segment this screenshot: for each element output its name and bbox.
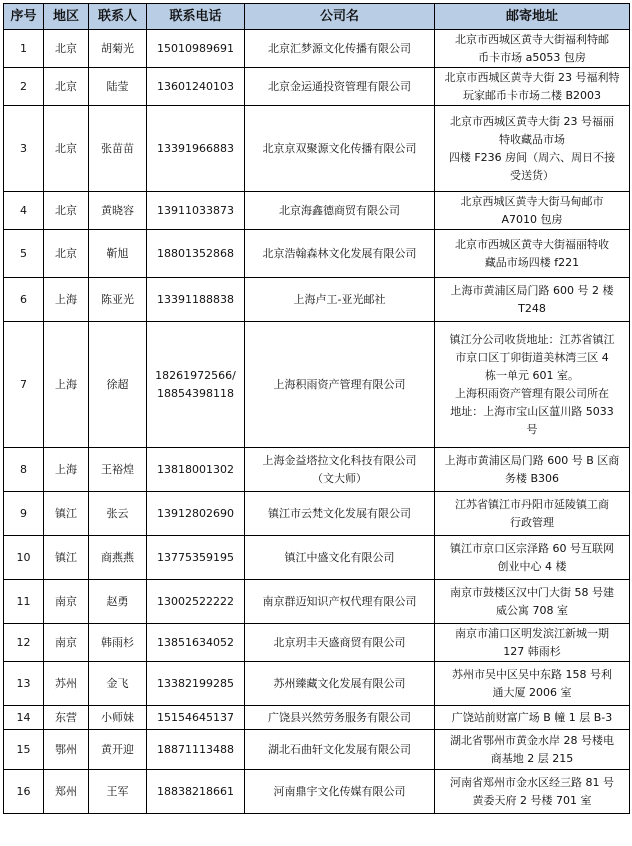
table-row xyxy=(4,706,630,730)
cell-phone xyxy=(147,30,245,68)
cell-company xyxy=(245,448,435,492)
cell-phone xyxy=(147,448,245,492)
cell-address xyxy=(435,106,630,192)
cell-no: 3 xyxy=(4,106,44,192)
cell-phone xyxy=(147,492,245,536)
cell-company xyxy=(245,624,435,662)
table-row xyxy=(4,730,630,770)
cell-phone-line: 13391188838 xyxy=(157,292,234,306)
header-phone: 联系电话 xyxy=(147,4,245,30)
cell-contact: 王裕煌 xyxy=(89,448,147,492)
cell-company-line: 上海金益塔拉文化科技有限公司 xyxy=(262,453,417,467)
cell-address xyxy=(435,770,630,814)
table-row xyxy=(4,106,630,192)
cell-address-line: 北京市西城区黄寺大街 23 号福利特 xyxy=(444,70,620,84)
cell-address-line: 南京市浦口区明发滨江新城一期 xyxy=(455,626,609,640)
cell-phone xyxy=(147,730,245,770)
cell-phone xyxy=(147,322,245,448)
cell-phone-line: 18838218661 xyxy=(157,784,234,798)
cell-address-line: 湖北省鄂州市黄金水岸 28 号楼电 xyxy=(450,733,614,747)
cell-company-line: 广饶县兴然劳务服务有限公司 xyxy=(268,710,411,724)
cell-phone xyxy=(147,770,245,814)
table-row xyxy=(4,580,630,624)
header-row xyxy=(4,4,630,30)
cell-phone xyxy=(147,230,245,278)
cell-phone-line: 13775359195 xyxy=(157,550,234,564)
cell-no: 6 xyxy=(4,278,44,322)
cell-address xyxy=(435,448,630,492)
cell-region: 郑州 xyxy=(44,770,89,814)
header-company: 公司名 xyxy=(245,4,435,30)
table-row xyxy=(4,322,630,448)
cell-company-line: （文大师） xyxy=(312,471,367,485)
cell-phone-line: 13601240103 xyxy=(157,79,234,93)
cell-company-line: 北京京双聚源文化传播有限公司 xyxy=(262,141,417,155)
cell-company-line: 镇江市云梵文化发展有限公司 xyxy=(268,506,411,520)
cell-phone xyxy=(147,106,245,192)
cell-address-line: 藏品市场四楼 f221 xyxy=(484,255,580,269)
cell-company xyxy=(245,230,435,278)
cell-company-line: 湖北石曲轩文化发展有限公司 xyxy=(268,742,411,756)
cell-contact: 徐超 xyxy=(89,322,147,448)
cell-company-line: 北京浩翰森林文化发展有限公司 xyxy=(262,246,417,260)
cell-phone xyxy=(147,580,245,624)
cell-company-line: 上海卢工-亚光邮社 xyxy=(293,292,386,306)
cell-address-line: 务楼 B306 xyxy=(504,471,560,485)
cell-company-line: 北京汇梦源文化传播有限公司 xyxy=(268,41,411,55)
cell-address-line: 河南省郑州市金水区经三路 81 号 xyxy=(450,775,614,789)
cell-company xyxy=(245,278,435,322)
cell-contact: 韩雨杉 xyxy=(89,624,147,662)
cell-contact: 小师妹 xyxy=(89,706,147,730)
cell-contact: 黄开迎 xyxy=(89,730,147,770)
cell-phone xyxy=(147,68,245,106)
cell-address-line: 镇江市京口区宗泽路 60 号互联网 xyxy=(450,541,614,555)
cell-phone-line: 13382199285 xyxy=(157,676,234,690)
cell-no: 16 xyxy=(4,770,44,814)
table-row xyxy=(4,448,630,492)
cell-address-line: 上海积雨资产管理有限公司所在 xyxy=(455,386,609,400)
cell-company xyxy=(245,730,435,770)
cell-address-line: 北京西城区黄寺大街马甸邮市 xyxy=(460,194,604,208)
cell-region: 上海 xyxy=(44,448,89,492)
table-row xyxy=(4,662,630,706)
cell-address-line: 商基地 2 层 215 xyxy=(490,751,574,765)
cell-no: 4 xyxy=(4,192,44,230)
table-row xyxy=(4,68,630,106)
cell-no: 7 xyxy=(4,322,44,448)
cell-region: 北京 xyxy=(44,230,89,278)
cell-contact: 王军 xyxy=(89,770,147,814)
cell-company-line: 镇江中盛文化有限公司 xyxy=(284,550,395,564)
cell-address-line: 广饶站前财富广场 B 幢 1 层 B-3 xyxy=(451,710,613,724)
cell-address-line: 北京市西城区黄寺大街福丽特收 xyxy=(455,237,609,251)
cell-address xyxy=(435,624,630,662)
cell-company-line: 苏州臻藏文化发展有限公司 xyxy=(273,676,406,690)
cell-no: 14 xyxy=(4,706,44,730)
cell-address-line: 四楼 F236 房间（周六、周日不接 xyxy=(448,150,616,164)
cell-phone xyxy=(147,624,245,662)
contact-table xyxy=(3,3,630,814)
cell-phone-line: 18854398118 xyxy=(157,386,234,400)
cell-address xyxy=(435,230,630,278)
cell-address xyxy=(435,278,630,322)
cell-no: 8 xyxy=(4,448,44,492)
cell-company xyxy=(245,30,435,68)
cell-phone-line: 13002522222 xyxy=(157,594,234,608)
cell-company-line: 南京群迈知识产权代理有限公司 xyxy=(262,594,417,608)
cell-company xyxy=(245,706,435,730)
cell-company xyxy=(245,770,435,814)
cell-address-line: 上海市黄浦区局门路 600 号 2 楼 xyxy=(450,283,614,297)
cell-contact: 胡菊光 xyxy=(89,30,147,68)
cell-phone xyxy=(147,192,245,230)
cell-address xyxy=(435,580,630,624)
cell-address-line: A7010 包房 xyxy=(501,212,563,226)
cell-company-line: 北京金运通投资管理有限公司 xyxy=(268,79,411,93)
cell-no: 11 xyxy=(4,580,44,624)
cell-address xyxy=(435,662,630,706)
table-row xyxy=(4,536,630,580)
cell-address-line: 黄委天府 2 号楼 701 室 xyxy=(472,793,592,807)
cell-address-line: 南京市鼓楼区汉中门大街 58 号建 xyxy=(450,585,614,599)
cell-company-line: 北京玥丰天盛商贸有限公司 xyxy=(273,635,406,649)
cell-company-line: 上海积雨资产管理有限公司 xyxy=(273,377,406,391)
cell-company xyxy=(245,536,435,580)
cell-address xyxy=(435,30,630,68)
cell-phone-line: 15010989691 xyxy=(157,41,234,55)
cell-no: 10 xyxy=(4,536,44,580)
cell-company xyxy=(245,492,435,536)
cell-address-line: 市京口区丁卯街道美林湾三区 4 xyxy=(455,350,609,364)
cell-company xyxy=(245,662,435,706)
cell-no: 2 xyxy=(4,68,44,106)
table-row xyxy=(4,278,630,322)
cell-address xyxy=(435,730,630,770)
cell-region: 南京 xyxy=(44,624,89,662)
cell-contact: 黄晓容 xyxy=(89,192,147,230)
cell-phone-line: 18801352868 xyxy=(157,246,234,260)
cell-address-line: 镇江分公司收货地址：江苏省镇江 xyxy=(449,332,615,346)
table-row xyxy=(4,192,630,230)
cell-address-line: 127 韩雨杉 xyxy=(503,644,561,658)
cell-company xyxy=(245,580,435,624)
cell-region: 北京 xyxy=(44,192,89,230)
cell-no: 13 xyxy=(4,662,44,706)
cell-address xyxy=(435,706,630,730)
cell-no: 12 xyxy=(4,624,44,662)
cell-phone-line: 18261972566/ xyxy=(155,368,236,382)
table-body xyxy=(4,30,630,814)
cell-region: 镇江 xyxy=(44,492,89,536)
cell-address-line: 北京市西城区黄寺大街福利特邮 xyxy=(455,32,609,46)
table-row xyxy=(4,492,630,536)
table-row xyxy=(4,624,630,662)
header-contact: 联系人 xyxy=(89,4,147,30)
cell-address-line: 北京市西城区黄寺大街 23 号福丽 xyxy=(450,114,614,128)
cell-address xyxy=(435,192,630,230)
cell-region: 镇江 xyxy=(44,536,89,580)
cell-address xyxy=(435,536,630,580)
cell-address-line: 创业中心 4 楼 xyxy=(497,559,567,573)
cell-address-line: 受送货） xyxy=(510,168,554,182)
header-address: 邮寄地址 xyxy=(435,4,630,30)
cell-company xyxy=(245,192,435,230)
cell-phone xyxy=(147,662,245,706)
cell-phone-line: 13818001302 xyxy=(157,462,234,476)
cell-address-line: 通大厦 2006 室 xyxy=(492,685,572,699)
cell-address-line: 上海市黄浦区局门路 600 号 B 区商 xyxy=(444,453,620,467)
cell-phone-line: 15154645137 xyxy=(157,710,234,724)
cell-phone-line: 13391966883 xyxy=(157,141,234,155)
table-row xyxy=(4,30,630,68)
cell-contact: 陈亚光 xyxy=(89,278,147,322)
cell-phone xyxy=(147,536,245,580)
cell-address-line: 号 xyxy=(526,422,538,436)
header-region: 地区 xyxy=(44,4,89,30)
cell-address-line: 威公寓 708 室 xyxy=(496,603,568,617)
cell-contact: 赵勇 xyxy=(89,580,147,624)
cell-phone-line: 18871113488 xyxy=(157,742,234,756)
cell-company-line: 河南鼎宇文化传媒有限公司 xyxy=(273,784,406,798)
cell-address-line: 地址：上海市宝山区蕰川路 5033 xyxy=(450,404,614,418)
cell-region: 鄂州 xyxy=(44,730,89,770)
cell-address xyxy=(435,68,630,106)
cell-phone-line: 13851634052 xyxy=(157,635,234,649)
cell-address-line: 行政管理 xyxy=(510,515,554,529)
table-row xyxy=(4,770,630,814)
cell-region: 北京 xyxy=(44,68,89,106)
cell-region: 上海 xyxy=(44,322,89,448)
cell-phone xyxy=(147,278,245,322)
cell-address-line: 币卡市场 a5053 包房 xyxy=(478,50,586,64)
cell-phone xyxy=(147,706,245,730)
cell-address-line: 特收藏品市场 xyxy=(499,132,565,146)
cell-no: 9 xyxy=(4,492,44,536)
cell-region: 苏州 xyxy=(44,662,89,706)
cell-phone-line: 13911033873 xyxy=(157,203,234,217)
cell-phone-line: 13912802690 xyxy=(157,506,234,520)
cell-region: 东营 xyxy=(44,706,89,730)
cell-company xyxy=(245,68,435,106)
cell-address-line: 江苏省镇江市丹阳市延陵镇工商 xyxy=(455,497,609,511)
cell-contact: 张云 xyxy=(89,492,147,536)
cell-contact: 张苗苗 xyxy=(89,106,147,192)
cell-company xyxy=(245,322,435,448)
cell-region: 北京 xyxy=(44,106,89,192)
cell-region: 上海 xyxy=(44,278,89,322)
cell-address-line: 苏州市吴中区吴中东路 158 号利 xyxy=(452,667,612,681)
cell-no: 15 xyxy=(4,730,44,770)
cell-no: 5 xyxy=(4,230,44,278)
cell-region: 南京 xyxy=(44,580,89,624)
cell-company xyxy=(245,106,435,192)
cell-no: 1 xyxy=(4,30,44,68)
cell-address xyxy=(435,492,630,536)
table-row xyxy=(4,230,630,278)
cell-address-line: 玩家邮币卡市场二楼 B2003 xyxy=(462,88,602,102)
cell-address-line: T248 xyxy=(518,301,546,315)
cell-company-line: 北京海鑫德商贸有限公司 xyxy=(279,203,400,217)
cell-region: 北京 xyxy=(44,30,89,68)
header-no: 序号 xyxy=(4,4,44,30)
cell-contact: 陆莹 xyxy=(89,68,147,106)
cell-contact: 商燕燕 xyxy=(89,536,147,580)
cell-address xyxy=(435,322,630,448)
cell-contact: 金飞 xyxy=(89,662,147,706)
cell-contact: 靳旭 xyxy=(89,230,147,278)
cell-address-line: 栋一单元 601 室。 xyxy=(485,368,579,382)
